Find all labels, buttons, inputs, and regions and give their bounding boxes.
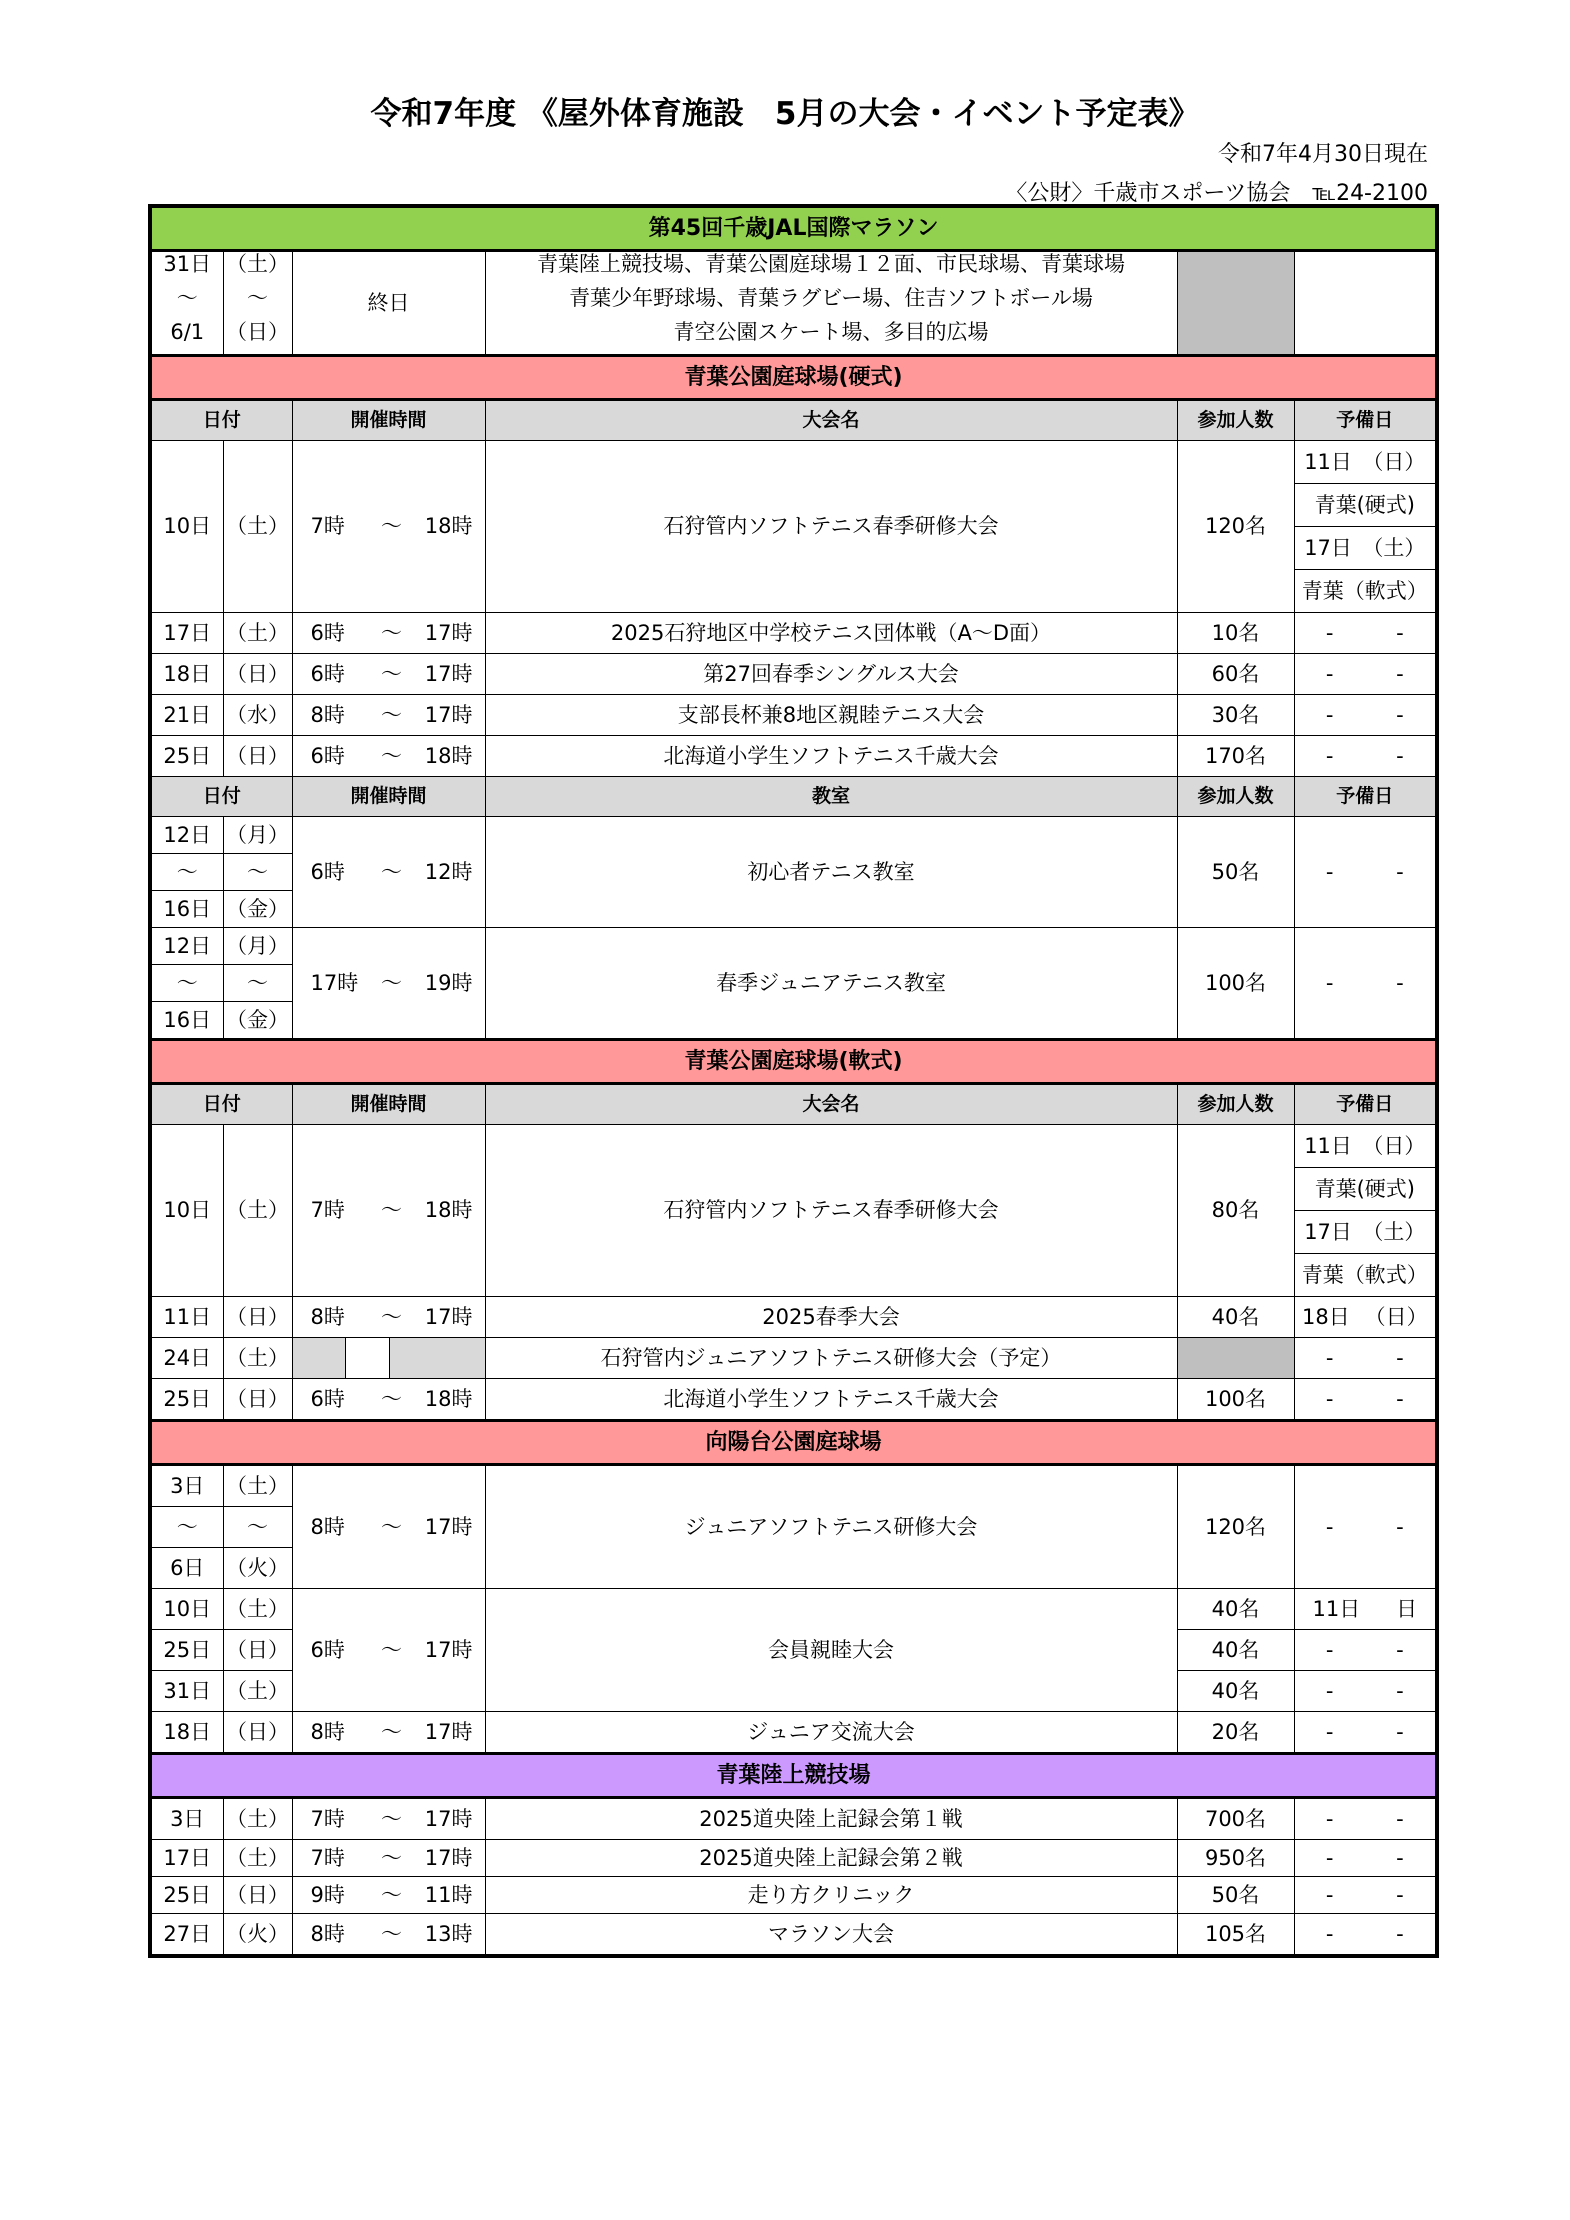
- header-participants: 参加人数: [1177, 777, 1294, 817]
- weekday-cell: （日）: [223, 1877, 292, 1914]
- reserve-cell: - -: [1294, 928, 1437, 1040]
- participants-cell: 50名: [1177, 817, 1294, 928]
- weekday-cell: ～: [223, 854, 292, 891]
- date-cell: 12日: [150, 928, 223, 965]
- date-cell: 18日: [150, 654, 223, 695]
- date-cell: ～: [150, 965, 223, 1002]
- time-mid-blank: [345, 1338, 389, 1379]
- participants-cell: 40名: [1177, 1630, 1294, 1671]
- table-row: [150, 695, 1437, 736]
- venue-list: 青葉陸上競技場、青葉公園庭球場１２面、市民球場、青葉球場 青葉少年野球場、青葉ラグビー場、住吉ソフトボール場 青空公園スケート場、多目的広場: [485, 251, 1177, 356]
- reserve-line: 青葉(硬式): [1294, 484, 1437, 527]
- participants-cell: 40名: [1177, 1297, 1294, 1338]
- date-cell: 6日: [150, 1548, 223, 1589]
- marathon-row: [150, 251, 1437, 356]
- page-title: 令和7年度 《屋外体育施設 5月の大会・イベント予定表》: [370, 96, 1200, 132]
- weekday-cell: （土）: [223, 1589, 292, 1630]
- participants-cell: 30名: [1177, 695, 1294, 736]
- weekday-cell: （金）: [223, 891, 292, 928]
- weekday-cell: ～: [223, 965, 292, 1002]
- event-name: 会員親睦大会: [485, 1589, 1177, 1712]
- reserve-cell: - -: [1294, 1465, 1437, 1589]
- reserve-cell: 11日 日: [1294, 1589, 1437, 1630]
- time-range: 6時 ～ 12時: [292, 817, 485, 928]
- table-row: [150, 1465, 1437, 1507]
- event-name: 2025石狩地区中学校テニス団体戦（A～D面）: [485, 613, 1177, 654]
- date-cell: 31日: [150, 1671, 223, 1712]
- section-title: 向陽台公園庭球場: [150, 1421, 1437, 1465]
- column-header-row: [150, 400, 1437, 441]
- reserve-cell: - -: [1294, 1338, 1437, 1379]
- date-cell: 10日: [150, 441, 223, 613]
- table-row: [150, 441, 1437, 484]
- reserve-cell: - -: [1294, 654, 1437, 695]
- weekday-cell: （土）: [223, 1671, 292, 1712]
- time-range: 8時 ～ 17時: [292, 1712, 485, 1754]
- participants-cell: 105名: [1177, 1914, 1294, 1957]
- date-cell: 16日: [150, 891, 223, 928]
- reserve-cell: - -: [1294, 1630, 1437, 1671]
- header-time: 開催時間: [292, 1084, 485, 1125]
- date-cell: ～: [150, 1507, 223, 1548]
- time-range: 7時 ～ 17時: [292, 1798, 485, 1840]
- header-participants: 参加人数: [1177, 400, 1294, 441]
- weekday-cell: （土）: [223, 1840, 292, 1877]
- time-cell: 終日: [292, 251, 485, 356]
- schedule-table: [148, 204, 1439, 1958]
- table-row: [150, 1914, 1437, 1957]
- header-event: 大会名: [485, 400, 1177, 441]
- table-row: [150, 817, 1437, 854]
- participants-cell: 120名: [1177, 1465, 1294, 1589]
- time-range: 7時 ～ 18時: [292, 1125, 485, 1297]
- weekday-cell: ～: [223, 1507, 292, 1548]
- section-title: 青葉陸上競技場: [150, 1754, 1437, 1798]
- header-reserve: 予備日: [1294, 777, 1437, 817]
- reserve-cell: - -: [1294, 1671, 1437, 1712]
- participants-cell: 170名: [1177, 736, 1294, 777]
- section-header-marathon: [150, 206, 1437, 251]
- event-name: 走り方クリニック: [485, 1877, 1177, 1914]
- section-header-soft-court: [150, 1040, 1437, 1084]
- table-row: [150, 1338, 1437, 1379]
- event-name: 支部長杯兼8地区親睦テニス大会: [485, 695, 1177, 736]
- reserve-cell: - -: [1294, 1877, 1437, 1914]
- table-row: [150, 1798, 1437, 1840]
- weekday-cell: （土）: [223, 1465, 292, 1507]
- weekday-cell: （土）: [223, 1125, 292, 1297]
- date-cell: 27日: [150, 1914, 223, 1957]
- reserve-line: 17日 （土）: [1294, 1211, 1437, 1254]
- weekday-cell: （日）: [223, 736, 292, 777]
- event-name: 2025道央陸上記録会第１戦: [485, 1798, 1177, 1840]
- reserve-line: 11日 （日）: [1294, 1125, 1437, 1168]
- weekday-cell: （月）: [223, 817, 292, 854]
- date-cell: 24日: [150, 1338, 223, 1379]
- date-cell: ～: [150, 854, 223, 891]
- weekday-cell: （日）: [223, 1630, 292, 1671]
- participants-cell: 40名: [1177, 1589, 1294, 1630]
- column-header-row: [150, 777, 1437, 817]
- header-event: 大会名: [485, 1084, 1177, 1125]
- reserve-cell: - -: [1294, 817, 1437, 928]
- time-range: 8時 ～ 17時: [292, 1465, 485, 1589]
- as-of-date: 令和7年4月30日現在: [1218, 142, 1428, 167]
- reserve-line: 青葉（軟式）: [1294, 570, 1437, 613]
- weekday-cell: （火）: [223, 1914, 292, 1957]
- section-title: 青葉公園庭球場(軟式): [150, 1040, 1437, 1084]
- participants-cell: 950名: [1177, 1840, 1294, 1877]
- date-cell: 10日: [150, 1589, 223, 1630]
- reserve-line: 青葉（軟式）: [1294, 1254, 1437, 1297]
- weekday-cell: （土）: [223, 441, 292, 613]
- reserve-line: 11日 （日）: [1294, 441, 1437, 484]
- date-cell: 16日: [150, 1002, 223, 1040]
- date-cell: 25日: [150, 1877, 223, 1914]
- section-title: 第45回千歳JAL国際マラソン: [150, 206, 1437, 251]
- participants-cell: 120名: [1177, 441, 1294, 613]
- reserve-cell: - -: [1294, 736, 1437, 777]
- date-cell: 12日: [150, 817, 223, 854]
- weekday-cell: （土）: [223, 1338, 292, 1379]
- event-name: 北海道小学生ソフトテニス千歳大会: [485, 736, 1177, 777]
- section-title: 青葉公園庭球場(硬式): [150, 356, 1437, 400]
- event-name: 第27回春季シングルス大会: [485, 654, 1177, 695]
- event-name: 石狩管内ジュニアソフトテニス研修大会（予定）: [485, 1338, 1177, 1379]
- participants-cell: 60名: [1177, 654, 1294, 695]
- table-row: [150, 1379, 1437, 1421]
- header-date: 日付: [150, 1084, 292, 1125]
- weekday-cell: （日）: [223, 1297, 292, 1338]
- participants-cell: 100名: [1177, 928, 1294, 1040]
- participants-cell: 100名: [1177, 1379, 1294, 1421]
- header-time: 開催時間: [292, 400, 485, 441]
- participants-cell: [1177, 251, 1294, 356]
- date-cell: 31日 ～ 6/1: [150, 251, 223, 356]
- participants-cell: 20名: [1177, 1712, 1294, 1754]
- time-start-blank: [292, 1338, 345, 1379]
- participants-cell: 80名: [1177, 1125, 1294, 1297]
- reserve-line: 17日 （土）: [1294, 527, 1437, 570]
- event-name: 2025春季大会: [485, 1297, 1177, 1338]
- header-date: 日付: [150, 777, 292, 817]
- table-row: [150, 1125, 1437, 1168]
- time-range: 7時 ～ 18時: [292, 441, 485, 613]
- date-cell: 3日: [150, 1798, 223, 1840]
- column-header-row: [150, 1084, 1437, 1125]
- date-cell: 25日: [150, 1379, 223, 1421]
- participants-cell: 700名: [1177, 1798, 1294, 1840]
- reserve-cell: - -: [1294, 1914, 1437, 1957]
- date-cell: 10日: [150, 1125, 223, 1297]
- reserve-cell: - -: [1294, 695, 1437, 736]
- section-header-hard-court: [150, 356, 1437, 400]
- weekday-cell: （火）: [223, 1548, 292, 1589]
- event-name: 石狩管内ソフトテニス春季研修大会: [485, 1125, 1177, 1297]
- event-name: 北海道小学生ソフトテニス千歳大会: [485, 1379, 1177, 1421]
- weekday-cell: （日）: [223, 654, 292, 695]
- table-row: [150, 1589, 1437, 1630]
- date-cell: 3日: [150, 1465, 223, 1507]
- weekday-cell: （日）: [223, 1379, 292, 1421]
- reserve-cell: - -: [1294, 1840, 1437, 1877]
- class-name: 春季ジュニアテニス教室: [485, 928, 1177, 1040]
- time-range: 17時 ～ 19時: [292, 928, 485, 1040]
- organization-contact: 〈公財〉千歳市スポーツ協会 ℡24-2100: [1005, 181, 1428, 206]
- event-name: ジュニアソフトテニス研修大会: [485, 1465, 1177, 1589]
- date-cell: 17日: [150, 613, 223, 654]
- time-end-blank: [389, 1338, 485, 1379]
- event-name: マラソン大会: [485, 1914, 1177, 1957]
- date-cell: 25日: [150, 1630, 223, 1671]
- header-classroom: 教室: [485, 777, 1177, 817]
- table-row: [150, 1877, 1437, 1914]
- table-row: [150, 1297, 1437, 1338]
- table-row: [150, 1840, 1437, 1877]
- time-range: 6時 ～ 17時: [292, 654, 485, 695]
- table-row: [150, 736, 1437, 777]
- date-cell: 18日: [150, 1712, 223, 1754]
- weekday-cell: （金）: [223, 1002, 292, 1040]
- participants-cell: 40名: [1177, 1671, 1294, 1712]
- reserve-cell: [1294, 251, 1437, 356]
- participants-cell: 50名: [1177, 1877, 1294, 1914]
- header-reserve: 予備日: [1294, 1084, 1437, 1125]
- date-cell: 11日: [150, 1297, 223, 1338]
- table-row: [150, 613, 1437, 654]
- reserve-cell: - -: [1294, 1379, 1437, 1421]
- table-row: [150, 654, 1437, 695]
- time-range: 6時 ～ 18時: [292, 1379, 485, 1421]
- event-name: 2025道央陸上記録会第２戦: [485, 1840, 1177, 1877]
- date-cell: 25日: [150, 736, 223, 777]
- time-range: 6時 ～ 17時: [292, 613, 485, 654]
- participants-cell: 10名: [1177, 613, 1294, 654]
- time-range: 9時 ～ 11時: [292, 1877, 485, 1914]
- reserve-cell: - -: [1294, 1712, 1437, 1754]
- time-range: 7時 ～ 17時: [292, 1840, 485, 1877]
- table-row: [150, 1712, 1437, 1754]
- time-range: 6時 ～ 18時: [292, 736, 485, 777]
- reserve-line: 青葉(硬式): [1294, 1168, 1437, 1211]
- reserve-cell: - -: [1294, 613, 1437, 654]
- weekday-cell: （土）: [223, 613, 292, 654]
- section-header-koyodai: [150, 1421, 1437, 1465]
- participants-cell: [1177, 1338, 1294, 1379]
- event-name: 石狩管内ソフトテニス春季研修大会: [485, 441, 1177, 613]
- time-range: 8時 ～ 17時: [292, 1297, 485, 1338]
- table-row: [150, 928, 1437, 965]
- header-reserve: 予備日: [1294, 400, 1437, 441]
- weekday-cell: （日）: [223, 1712, 292, 1754]
- weekday-cell: （水）: [223, 695, 292, 736]
- class-name: 初心者テニス教室: [485, 817, 1177, 928]
- header-participants: 参加人数: [1177, 1084, 1294, 1125]
- weekday-cell: （土） ～ （日）: [223, 251, 292, 356]
- header-date: 日付: [150, 400, 292, 441]
- date-cell: 21日: [150, 695, 223, 736]
- time-range: 6時 ～ 17時: [292, 1589, 485, 1712]
- reserve-cell: 18日 （日）: [1294, 1297, 1437, 1338]
- weekday-cell: （土）: [223, 1798, 292, 1840]
- time-range: 8時 ～ 17時: [292, 695, 485, 736]
- event-name: ジュニア交流大会: [485, 1712, 1177, 1754]
- time-range: 8時 ～ 13時: [292, 1914, 485, 1957]
- reserve-cell: - -: [1294, 1798, 1437, 1840]
- header-time: 開催時間: [292, 777, 485, 817]
- date-cell: 17日: [150, 1840, 223, 1877]
- weekday-cell: （月）: [223, 928, 292, 965]
- section-header-athletics: [150, 1754, 1437, 1798]
